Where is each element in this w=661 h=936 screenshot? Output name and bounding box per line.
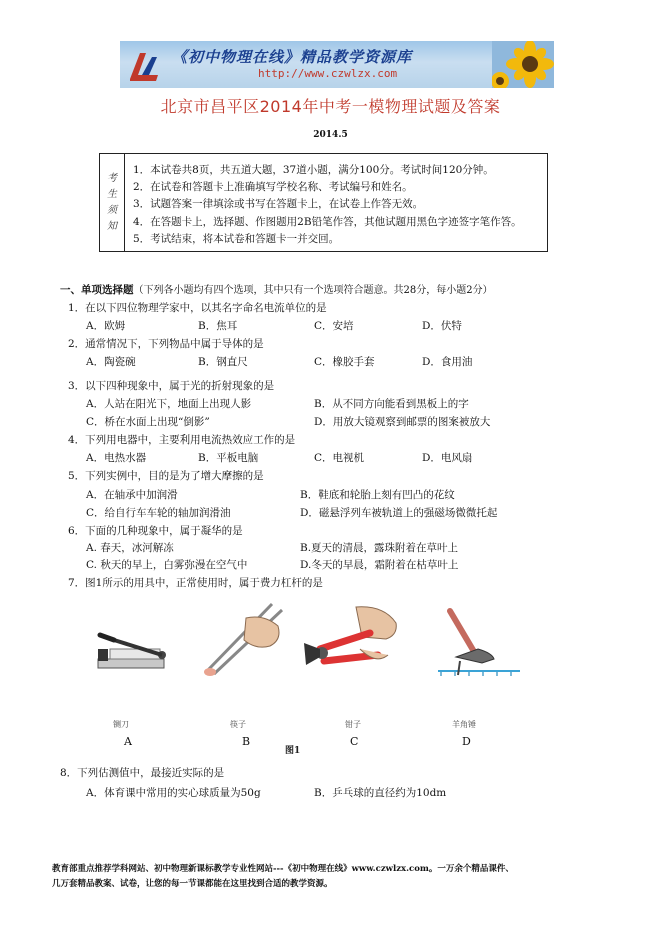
option-b: B．鞋底和轮胎上刻有凹凸的花纹 bbox=[300, 489, 455, 501]
footer-line: 教育部重点推荐学科网站、初中物理新课标教学专业性网站---《初中物理在线》www.czwlzx.com。一万余个精品课件、 bbox=[52, 864, 514, 874]
guillotine-cutter-icon bbox=[92, 605, 172, 675]
notice-label-char: 生 bbox=[107, 188, 117, 200]
option-a: A．欧姆 bbox=[86, 320, 126, 332]
option-a: A．陶瓷碗 bbox=[86, 356, 136, 368]
section-title: 一、单项选择题 bbox=[60, 284, 134, 296]
site-logo-icon bbox=[124, 45, 164, 85]
question-stem: 4．下列用电器中，主要利用电流热效应工作的是 bbox=[68, 434, 296, 446]
section-note: （下列各小题均有四个选项，其中只有一个选项符合题意。共28分，每小题2分） bbox=[133, 285, 493, 296]
option-c: C. 秋天的早上，白雾弥漫在空气中 bbox=[86, 559, 248, 571]
question-stem: 3．以下四种现象中，属于光的折射现象的是 bbox=[68, 380, 275, 392]
question-stem: 7．图1所示的用具中，正常使用时，属于费力杠杆的是 bbox=[68, 577, 323, 589]
footer-line: 几万套精品教案、试卷，让您的每一节课都能在这里找到合适的教学资源。 bbox=[52, 879, 333, 889]
option-b: B.夏天的清晨，露珠附着在草叶上 bbox=[300, 542, 459, 554]
figure-caption: 羊角锤 bbox=[452, 720, 476, 729]
figure-letter: C bbox=[350, 735, 359, 748]
notice-item: 3．试题答案一律填涂或书写在答题卡上，在试卷上作答无效。 bbox=[133, 198, 424, 211]
question-stem: 1．在以下四位物理学家中，以其名字命名电流单位的是 bbox=[68, 302, 327, 314]
option-c: C．安培 bbox=[314, 320, 354, 332]
option-c: C．桥在水面上出现“倒影” bbox=[86, 416, 210, 428]
option-c: C．电视机 bbox=[314, 452, 365, 464]
option-a: A．在轴承中加润滑 bbox=[86, 489, 178, 501]
notice-list bbox=[133, 162, 543, 248]
section-heading bbox=[60, 283, 493, 298]
page-footer bbox=[52, 862, 612, 892]
option-d: D．用放大镜观察到邮票的图案被放大 bbox=[314, 416, 491, 428]
banner-url[interactable]: http://www.czwlzx.com bbox=[258, 67, 398, 80]
figure-label: 图1 bbox=[285, 746, 301, 756]
option-b: B．从不同方向能看到黑板上的字 bbox=[314, 398, 469, 410]
option-a: A．人站在阳光下，地面上出现人影 bbox=[86, 398, 252, 410]
option-d: D．食用油 bbox=[422, 356, 473, 368]
document-title: 北京市昌平区2014年中考一模物理试题及答案 bbox=[160, 97, 501, 116]
option-a: A. 春天，冰河解冻 bbox=[86, 542, 174, 554]
option-b: B．平板电脑 bbox=[198, 452, 259, 464]
option-d: D．电风扇 bbox=[422, 452, 473, 464]
figure-letter: B bbox=[242, 735, 251, 748]
claw-hammer-icon bbox=[430, 605, 522, 677]
pliers-hand-icon bbox=[300, 603, 400, 675]
option-c: C．给自行车车轮的轴加润滑油 bbox=[86, 507, 231, 519]
figure-letter: A bbox=[124, 735, 132, 748]
figure-caption: 铡刀 bbox=[113, 720, 129, 729]
notice-label-char: 考 bbox=[107, 172, 117, 184]
document-date: 2014.5 bbox=[313, 130, 348, 140]
banner-title: 《初中物理在线》精品教学资源库 bbox=[172, 48, 413, 66]
notice-label-char: 须 bbox=[107, 204, 117, 216]
figure-caption: 筷子 bbox=[230, 720, 246, 729]
option-b: B．钢直尺 bbox=[198, 356, 248, 368]
option-d: D．伏特 bbox=[422, 320, 462, 332]
figure-caption: 钳子 bbox=[345, 720, 361, 729]
notice-label-char: 知 bbox=[107, 220, 117, 232]
option-a: A．体育课中常用的实心球质量为50g bbox=[86, 787, 261, 799]
option-d: D．磁悬浮列车被轨道上的强磁场微微托起 bbox=[300, 507, 498, 519]
option-d: D.冬天的早晨，霜附着在枯草叶上 bbox=[300, 559, 459, 571]
sunflower-image bbox=[492, 41, 554, 88]
question-stem: 2．通常情况下，下列物品中属于导体的是 bbox=[68, 338, 264, 350]
question-stem: 8．下列估测值中，最接近实际的是 bbox=[60, 767, 225, 779]
option-b: B．乒乓球的直径约为10dm bbox=[314, 787, 447, 799]
notice-item: 2．在试卷和答题卡上准确填写学校名称、考试编号和姓名。 bbox=[133, 181, 413, 194]
notice-item: 5．考试结束，将本试卷和答题卡一并交回。 bbox=[133, 232, 340, 245]
question-stem: 6．下面的几种现象中，属于凝华的是 bbox=[68, 525, 243, 537]
option-a: A．电热水器 bbox=[86, 452, 147, 464]
header-banner bbox=[120, 41, 554, 88]
question-stem: 5．下列实例中，目的是为了增大摩擦的是 bbox=[68, 470, 264, 482]
chopsticks-hand-icon bbox=[194, 600, 286, 680]
exam-notice-box bbox=[99, 153, 548, 252]
notice-label bbox=[100, 154, 125, 251]
option-c: C．橡胶手套 bbox=[314, 356, 375, 368]
notice-item: 4．在答题卡上，选择题、作图题用2B铅笔作答，其他试题用黑色字迹签字笔作答。 bbox=[133, 215, 522, 228]
option-b: B．焦耳 bbox=[198, 320, 238, 332]
notice-item: 1．本试卷共8页，共五道大题，37道小题，满分100分。考试时间120分钟。 bbox=[133, 164, 494, 176]
figure-letter: D bbox=[462, 735, 471, 748]
